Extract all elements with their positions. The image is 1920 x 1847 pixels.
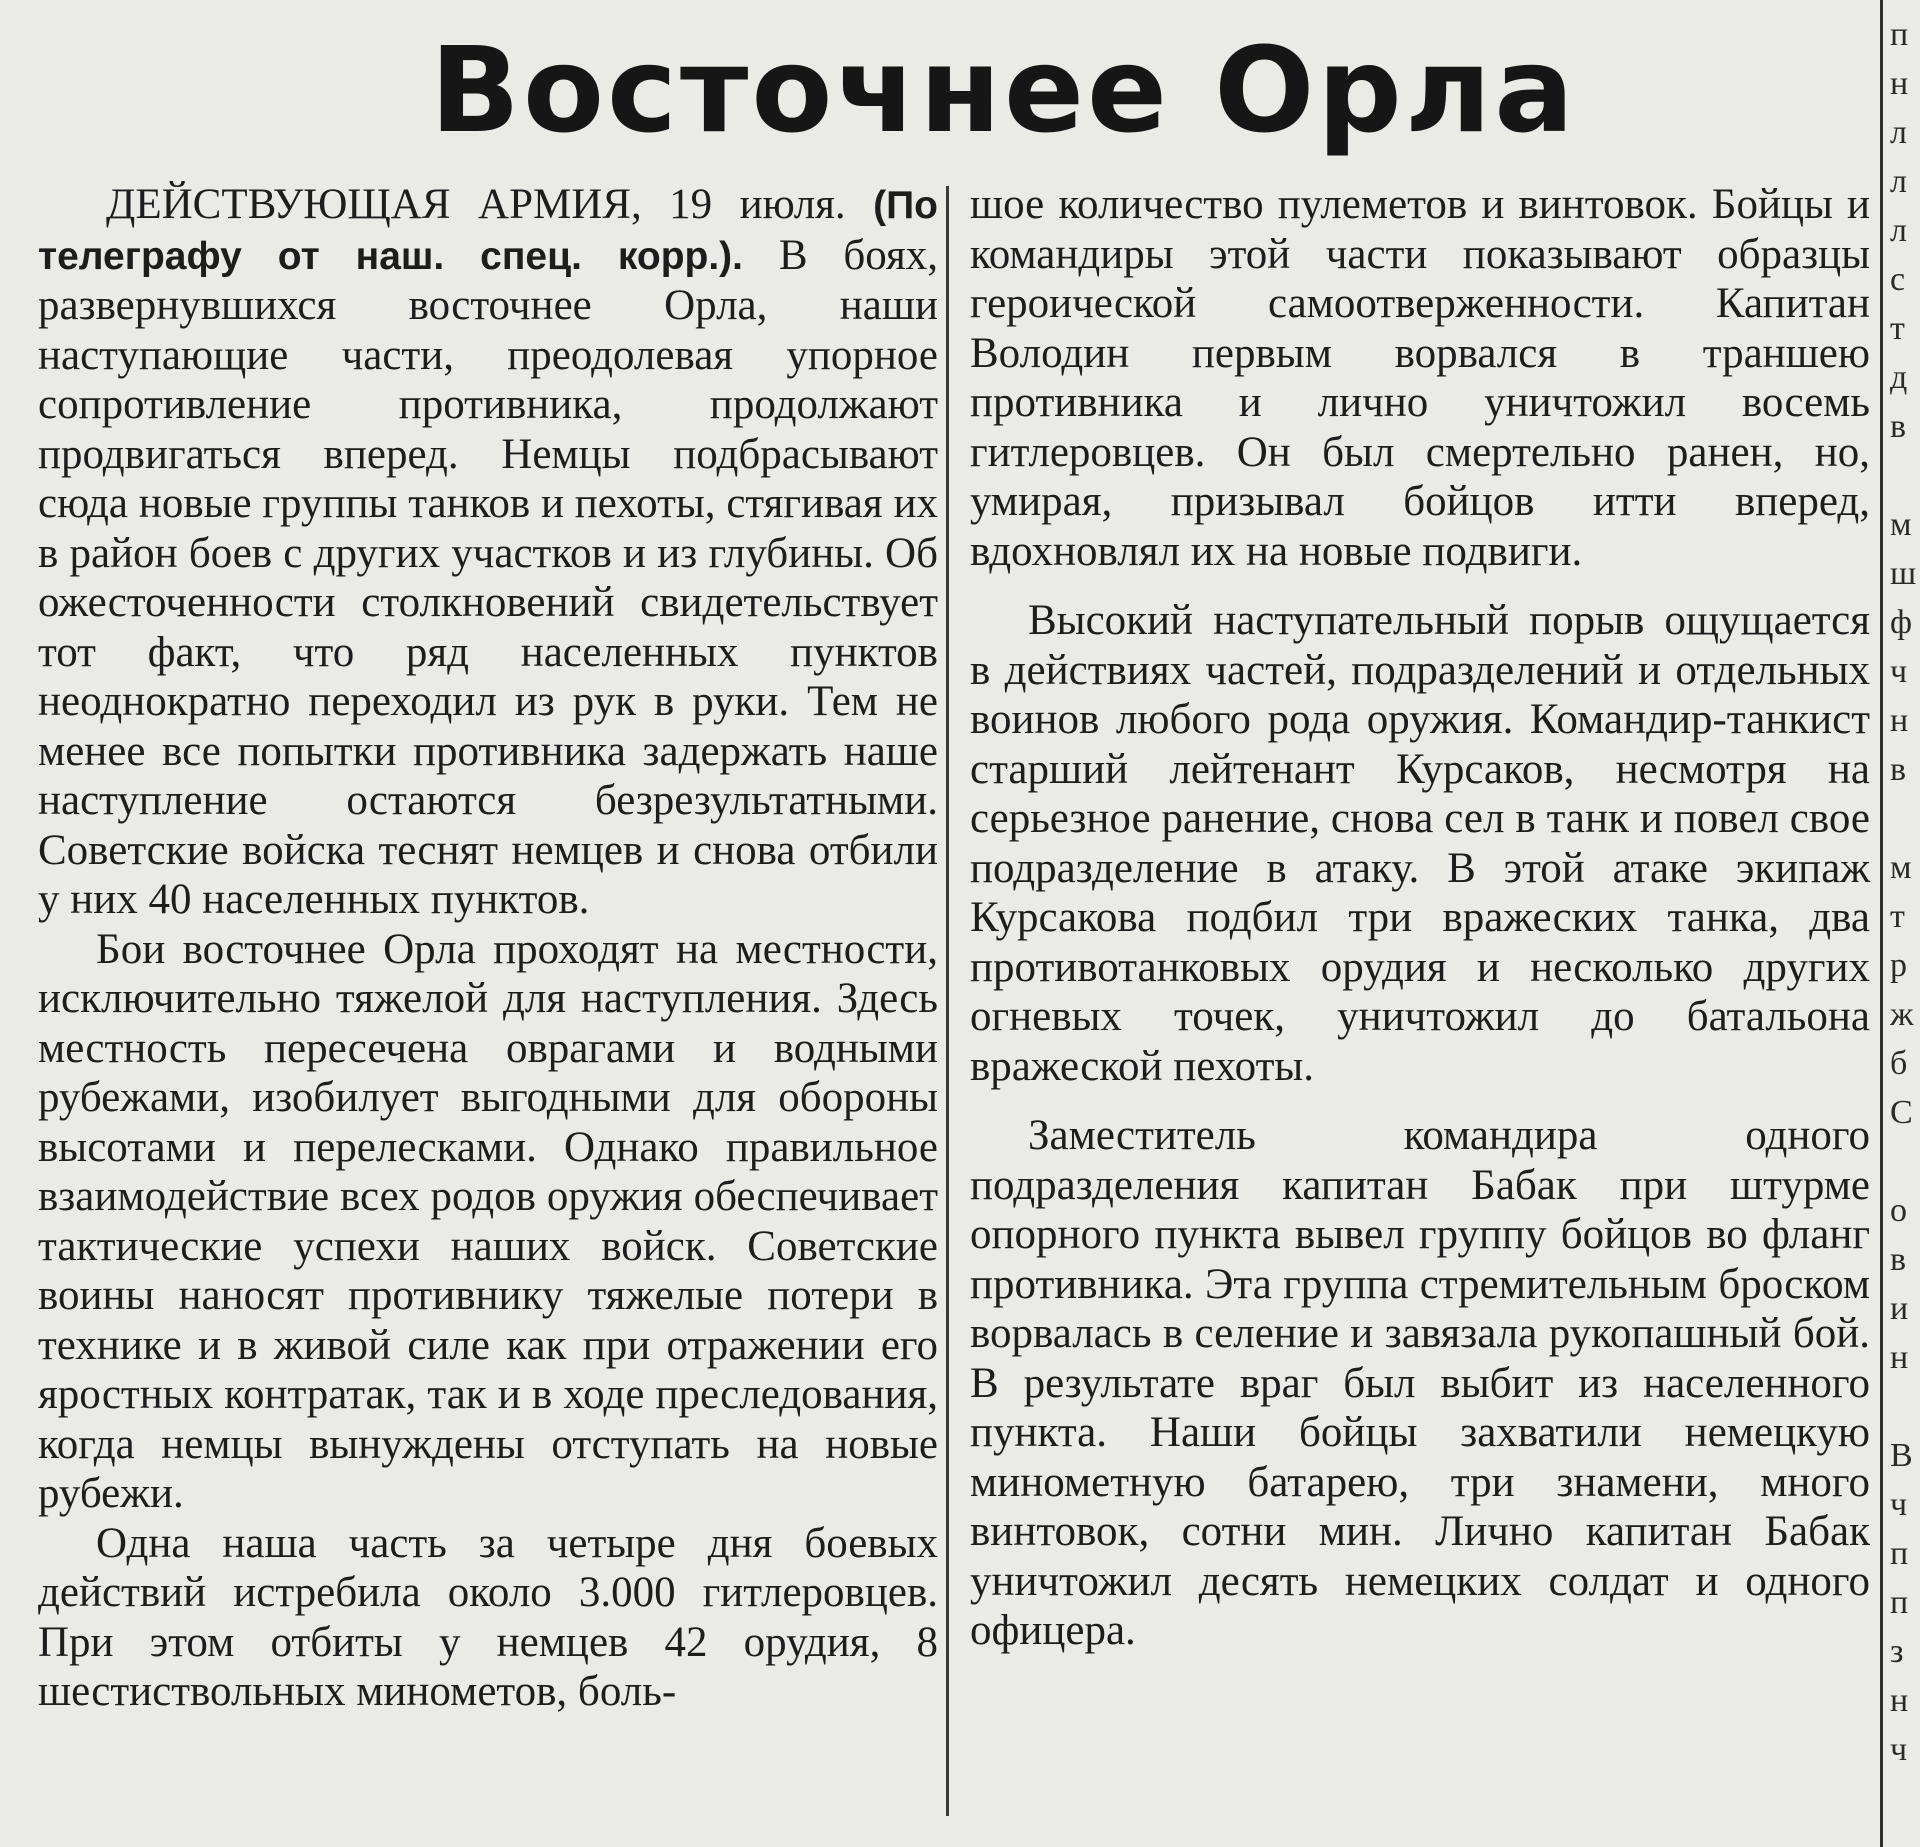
adjacent-column-letter: п: [1890, 16, 1909, 53]
adjacent-column-letter: л: [1890, 163, 1907, 200]
adjacent-column-letter: ч: [1890, 653, 1908, 690]
adjacent-column-letter: б: [1890, 1045, 1908, 1082]
adjacent-column-letter: в: [1890, 408, 1907, 445]
article-paragraph-4: шое количество пулеметов и винтовок. Бойцы и командиры этой части показывают образцы героической самоотверженности. Капитан Володин первым ворвался в траншею противника и лично уничтожил восемь гитлеровцев. Он был смертельно ранен, но, умирая, призывал бойцов итти вперед, вдохновлял их на новые подвиги.: [970, 181, 1870, 575]
adjacent-column-letter: м: [1890, 506, 1912, 543]
article-title: Восточнее Орла: [430, 21, 1577, 159]
adjacent-column-letter: [1890, 1382, 1920, 1431]
adjacent-column-letter: з: [1890, 1633, 1904, 1670]
adjacent-column-letter: о: [1890, 1192, 1907, 1229]
adjacent-column-letter: н: [1890, 65, 1909, 102]
article-column-right: [970, 180, 1870, 1656]
adjacent-column-letter: м: [1890, 849, 1912, 886]
adjacent-column-letter: с: [1890, 261, 1906, 298]
page-edge-divider: [1880, 0, 1883, 1847]
adjacent-column-letter: и: [1890, 1290, 1909, 1327]
adjacent-column-letter: [1890, 1137, 1920, 1186]
adjacent-column-letter: [1890, 794, 1920, 843]
adjacent-column-letter: н: [1890, 1339, 1909, 1376]
adjacent-column-letter: С: [1890, 1094, 1913, 1131]
adjacent-column-letter: ш: [1890, 555, 1917, 592]
adjacent-column-letter: п: [1890, 1584, 1909, 1621]
article-paragraph-6: Заместитель командира одного подразделения капитан Бабак при штурме опорного пункта вывел группу бойцов во фланг противника. Эта группа стремительным броском ворвалась в селение и завязала рукопашный бой. В результате враг был выбит из населенного пункта. Наши бойцы захватили немецкую минометную батарею, три знамени, много винтовок, сотни мин. Лично капитан Бабак уничтожил десять немецких солдат и одного офицера.: [970, 1112, 1870, 1654]
adjacent-column-letter: [1890, 451, 1920, 500]
adjacent-column-letter: р: [1890, 947, 1907, 984]
byline: (По телеграфу от наш. спец. корр.).: [38, 184, 938, 278]
adjacent-column-letter: ж: [1890, 996, 1914, 1033]
adjacent-column-letter: т: [1890, 898, 1905, 935]
adjacent-column-letter: н: [1890, 702, 1909, 739]
adjacent-column-letter: В: [1890, 1437, 1913, 1474]
adjacent-column-letter: т: [1890, 310, 1905, 347]
paragraph-text: В боях, развернувшихся восточнее Орла, наши наступающие части, преодолевая упорное сопротивление противника, продолжают продвигаться вперед. Немцы подбрасывают сюда новые группы танков и пехоты, стягивая их в район боев с других участков и из глубины. Об ожесточенности столкновений свидетельствует тот факт, что ряд населенных пунктов неоднократно переходил из рук в руки. Тем не менее все попытки противника задержать наше наступление остаются безрезультатными. Советские войска теснят немцев и снова отбили у них 40 населенных пунктов.: [38, 231, 938, 923]
adjacent-column-fragment: [1890, 10, 1920, 1774]
adjacent-column-letter: н: [1890, 1682, 1909, 1719]
adjacent-column-letter: л: [1890, 114, 1907, 151]
column-divider: [946, 186, 949, 1816]
article-paragraph-5: Высокий наступательный порыв ощущается в действиях частей, подразделений и отдельных воинов любого рода оружия. Командир-танкист старший лейтенант Курсаков, несмотря на серьезное ранение, снова сел в танк и повел свое подразделение в атаку. В этой атаке экипаж Курсакова подбил три вражеских танка, два противотанковых орудия и несколько других огневых точек, уничтожил до батальона вражеской пехоты.: [970, 597, 1870, 1090]
adjacent-column-letter: ф: [1890, 604, 1913, 641]
article-paragraph-1: [38, 180, 938, 925]
adjacent-column-letter: п: [1890, 1535, 1909, 1572]
adjacent-column-letter: ч: [1890, 1731, 1908, 1768]
adjacent-column-letter: в: [1890, 1241, 1907, 1278]
adjacent-column-letter: л: [1890, 212, 1907, 249]
dateline: ДЕЙСТВУЮЩАЯ АРМИЯ, 19 июля.: [106, 181, 846, 228]
article-column-left: [38, 180, 938, 1717]
article-paragraph-3: Одна наша часть за четыре дня боевых действий истребила около 3.000 гитлеровцев. При этом отбиты у немцев 42 орудия, 8 шестиствольных минометов, боль-: [38, 1519, 938, 1715]
article-paragraph-2: Бои восточнее Орла проходят на местности, исключительно тяжелой для наступления. Здесь местность пересечена оврагами и водными рубежами, изобилует выгодными для обороны высотами и перелесками. Однако правильное взаимодействие всех родов оружия обеспечивает тактические успехи наших войск. Советские воины наносят противнику тяжелые потери в технике и в живой силе как при отражении его яростных контратак, так и в ходе преследования, когда немцы вынуждены отступать на новые рубежи.: [38, 925, 938, 1517]
adjacent-column-letter: в: [1890, 751, 1907, 788]
adjacent-column-letter: ч: [1890, 1486, 1908, 1523]
adjacent-column-letter: д: [1890, 359, 1908, 396]
